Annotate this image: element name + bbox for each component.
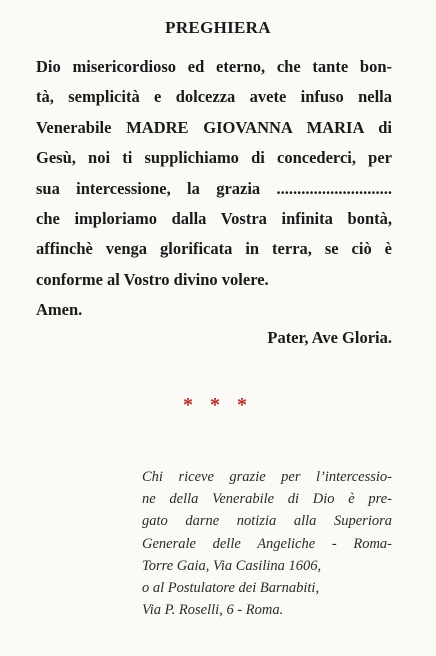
amen-line: Amen. bbox=[36, 300, 83, 320]
note-line: Torre Gaia, Via Casilina 1606, bbox=[142, 557, 322, 574]
prayer-line: Venerabile MADRE GIOVANNA MARIA di bbox=[36, 117, 392, 137]
prayer-line: affinchè venga glorificata in terra, se ciò è bbox=[36, 239, 392, 259]
prayer-line: Gesù, noi ti supplichiamo di concederci, per bbox=[36, 148, 392, 168]
contact-note bbox=[142, 466, 392, 621]
closing-prayers: Pater, Ave Gloria. bbox=[267, 328, 392, 347]
note-line: gato darne notizia alla Superiora bbox=[142, 513, 392, 530]
prayer-text bbox=[36, 52, 392, 326]
prayer-line: Dio misericordioso ed eterno, che tante bon- bbox=[36, 57, 392, 76]
prayer-line: che imploriamo dalla Vostra infinita bontà, bbox=[36, 209, 392, 229]
note-line: Generale delle Angeliche - Roma- bbox=[142, 535, 392, 552]
note-line: Via P. Roselli, 6 - Roma. bbox=[142, 602, 284, 619]
note-line: Chi riceve grazie per l’intercessio- bbox=[142, 469, 392, 485]
asterisk-divider: * * * bbox=[183, 394, 253, 416]
note-line: ne della Venerabile di Dio è pre- bbox=[142, 491, 392, 508]
prayer-line: conforme al Vostro divino volere. bbox=[36, 269, 269, 289]
page-title: PREGHIERA bbox=[165, 18, 271, 37]
prayer-line: sua intercessione, la grazia ............................ bbox=[36, 178, 392, 198]
note-line: o al Postulatore dei Barnabiti, bbox=[142, 580, 320, 597]
prayer-line: tà, semplicità e dolcezza avete infuso nella bbox=[36, 87, 392, 107]
